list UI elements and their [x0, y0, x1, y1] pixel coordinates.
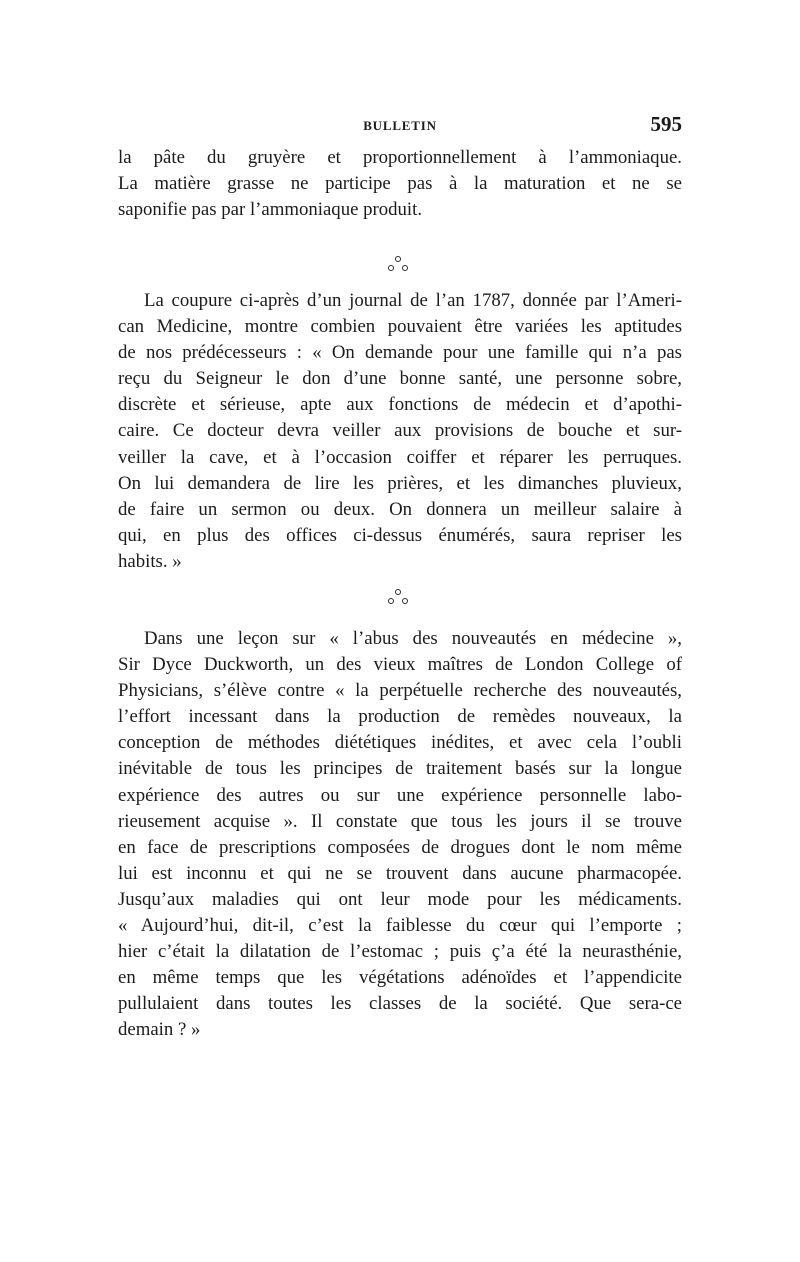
text-line: pullulaient dans toutes les classes de la société. Que sera-ce — [118, 993, 682, 1015]
text-line: On lui demandera de lire les prières, et les dimanches pluvieux, — [118, 472, 682, 494]
text-line: La matière grasse ne participe pas à la maturation et ne se — [118, 173, 682, 195]
text-line: l’effort incessant dans la production de remèdes nouveaux, la — [118, 706, 682, 728]
asterism-divider — [385, 589, 415, 611]
paragraph-3 — [118, 626, 682, 1044]
paragraph-1 — [118, 145, 682, 223]
text-line: Jusqu’aux maladies qui ont leur mode pour les médicaments. — [118, 888, 682, 910]
text-line: en face de prescriptions composées de drogues dont le nom même — [118, 836, 682, 858]
text-line: Sir Dyce Duckworth, un des vieux maîtres de London College of — [118, 654, 682, 676]
text-line: caire. Ce docteur devra veiller aux provisions de bouche et sur- — [118, 420, 682, 442]
text-line: demain ? » — [118, 1019, 201, 1041]
text-line: conception de méthodes diététiques inédites, et avec cela l’oubli — [118, 732, 682, 754]
text-line: qui, en plus des offices ci-dessus énumérés, saura repriser les — [118, 524, 682, 546]
text-line: inévitable de tous les principes de traitement basés sur la longue — [118, 758, 682, 780]
text-line: Physicians, s’élève contre « la perpétuelle recherche des nouveautés, — [118, 680, 682, 702]
text-line: la pâte du gruyère et proportionnellement à l’ammoniaque. — [118, 147, 682, 168]
text-line: discrète et sérieuse, apte aux fonctions de médecin et d’apothi- — [118, 394, 682, 416]
text-line: de faire un sermon ou deux. On donnera un meilleur salaire à — [118, 498, 682, 520]
page-number: 595 — [650, 112, 682, 136]
text-line: rieusement acquise ». Il constate que tous les jours il se trouve — [118, 810, 682, 832]
text-line: expérience des autres ou sur une expérience personnelle labo- — [118, 784, 682, 806]
text-line: hier c’était la dilatation de l’estomac ; puis ç’a été la neurasthénie, — [118, 941, 682, 963]
asterism-divider — [385, 256, 415, 278]
paragraph-2 — [118, 288, 682, 575]
running-title: BULLETIN — [363, 118, 437, 133]
text-line: veiller la cave, et à l’occasion coiffer et réparer les perruques. — [118, 446, 682, 468]
text-line: La coupure ci-après d’un journal de l’an 1787, donnée par l’Ameri- — [144, 290, 682, 311]
text-line: can Medicine, montre combien pouvaient être variées les aptitudes — [118, 316, 682, 338]
text-line: habits. » — [118, 550, 182, 572]
text-line: « Aujourd’hui, dit-il, c’est la faiblesse du cœur qui l’emporte ; — [118, 915, 682, 937]
text-line: saponifie pas par l’ammoniaque produit. — [118, 199, 423, 221]
text-line: en même temps que les végétations adénoïdes et l’appendicite — [118, 967, 682, 989]
text-line: lui est inconnu et qui ne se trouvent dans aucune pharmacopée. — [118, 862, 682, 884]
text-line: reçu du Seigneur le don d’une bonne santé, une personne sobre, — [118, 368, 682, 390]
running-header — [118, 112, 682, 140]
text-line: de nos prédécesseurs : « On demande pour une famille qui n’a pas — [118, 342, 682, 364]
text-line: Dans une leçon sur « l’abus des nouveautés en médecine », — [144, 628, 682, 649]
